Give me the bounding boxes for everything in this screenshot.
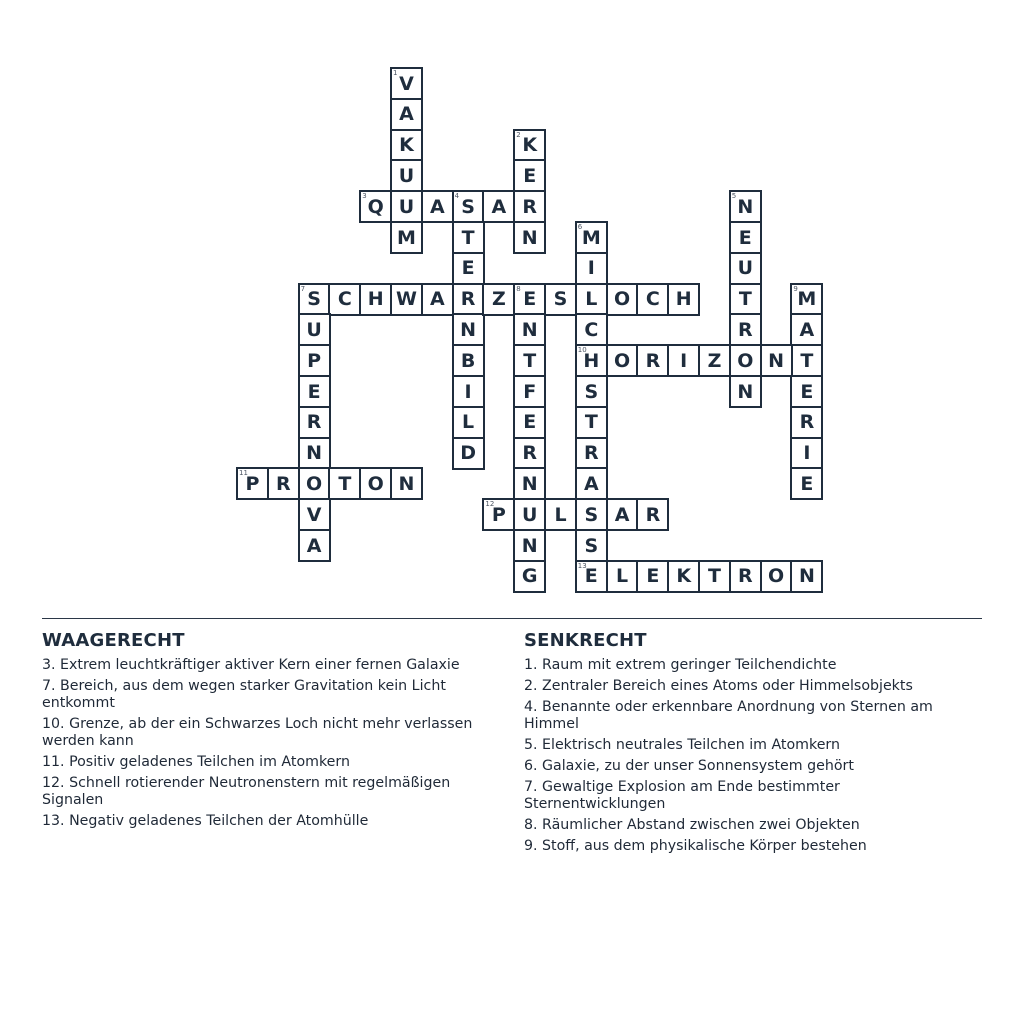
clue-number: 2 (516, 130, 521, 139)
cell-letter: N (737, 380, 754, 403)
grid-cell[interactable] (606, 283, 639, 316)
down-heading: SENKRECHT (524, 630, 647, 651)
down-clues (524, 630, 984, 859)
cell-letter: K (522, 134, 538, 157)
cell-letter: O (737, 349, 754, 372)
grid-cell[interactable] (421, 190, 454, 223)
cell-letter: N (398, 472, 415, 495)
clue-number: 4 (454, 192, 460, 201)
grid-cell[interactable] (452, 375, 485, 408)
cell-letter: N (798, 565, 815, 588)
down-clue: 1. Raum mit extrem geringer Teilchendichte (524, 657, 837, 673)
cell-letter: A (799, 318, 815, 341)
grid-cell[interactable] (513, 221, 546, 254)
grid-cell[interactable] (606, 498, 639, 531)
grid-cell[interactable] (390, 159, 423, 192)
across-clue: 12. Schnell rotierender Neutronenstern mit regelmäßigen Signalen (42, 775, 451, 808)
cell-letter: C (337, 288, 352, 311)
grid-cell[interactable] (544, 283, 577, 316)
grid-cell[interactable] (575, 560, 608, 593)
cell-letter: H (675, 288, 692, 311)
clue-number: 3 (362, 192, 367, 201)
grid-cell[interactable] (359, 467, 392, 500)
cell-letter: E (523, 288, 537, 311)
cell-letter: S (307, 288, 321, 311)
grid-cell[interactable] (575, 344, 608, 377)
down-clue: 8. Räumlicher Abstand zwischen zwei Objekten (524, 817, 860, 833)
across-clues (42, 630, 502, 834)
grid-cell[interactable] (760, 344, 793, 377)
grid-cell[interactable] (729, 375, 762, 408)
cell-letter: U (521, 503, 538, 526)
grid-cell[interactable] (575, 437, 608, 470)
grid-cell[interactable] (729, 313, 762, 346)
grid-cell[interactable] (298, 375, 331, 408)
cell-letter: M (797, 288, 817, 311)
grid-cell[interactable] (390, 190, 423, 223)
cell-letter: R (522, 442, 537, 465)
cell-letter: C (645, 288, 660, 311)
grid-cell[interactable] (482, 190, 515, 223)
grid-cell[interactable] (513, 190, 546, 223)
cell-letter: N (521, 472, 538, 495)
clue-number: 1 (393, 69, 398, 77)
clue-number: 8 (516, 284, 521, 293)
grid-cell[interactable] (513, 406, 546, 439)
grid-cell[interactable] (544, 498, 577, 531)
grid-cell[interactable] (729, 190, 762, 223)
grid-cell[interactable] (298, 529, 331, 562)
grid-cell[interactable] (513, 159, 546, 192)
grid-cell[interactable] (575, 406, 608, 439)
grid-cell[interactable] (575, 529, 608, 562)
cell-letter: T (708, 565, 721, 588)
grid-cell[interactable] (298, 344, 331, 377)
grid-cell[interactable] (760, 560, 793, 593)
cell-letter: R (737, 318, 753, 341)
cell-letter: M (397, 226, 416, 249)
cell-letter: E (584, 565, 598, 588)
grid-cell[interactable] (452, 313, 485, 346)
clue-number: 5 (731, 192, 737, 201)
cell-letter: R (460, 288, 476, 311)
grid-cell[interactable] (482, 498, 515, 531)
cell-letter: L (585, 288, 598, 311)
down-clue: 7. Gewaltige Explosion am Ende bestimmter Sternentwicklungen (524, 779, 840, 812)
grid-cell[interactable] (636, 498, 669, 531)
grid-cell[interactable] (729, 560, 762, 593)
clue-number: 9 (793, 284, 798, 293)
cell-letter: N (521, 534, 538, 557)
cell-letter: T (338, 472, 352, 495)
grid-cell[interactable] (298, 498, 331, 531)
cell-letter: N (460, 318, 477, 341)
cell-letter: S (584, 534, 599, 557)
grid-cell[interactable] (790, 437, 823, 470)
grid-cell[interactable] (636, 560, 669, 593)
grid-cell[interactable] (790, 313, 823, 346)
cell-letter: T (461, 226, 475, 249)
grid-cell[interactable] (606, 344, 639, 377)
grid-cell[interactable] (513, 344, 546, 377)
grid-cell[interactable] (575, 375, 608, 408)
cell-letter: Z (707, 349, 722, 372)
grid-cell[interactable] (328, 467, 361, 500)
clue-number: 10 (577, 346, 587, 355)
cell-letter: N (768, 349, 785, 372)
grid-cell[interactable] (390, 67, 423, 100)
down-clue: 4. Benannte oder erkennbare Anordnung von Sternen am Himmel (524, 699, 933, 732)
grid-cell[interactable] (575, 313, 608, 346)
cell-letter: V (306, 503, 322, 526)
grid-cell[interactable] (575, 221, 608, 254)
grid-cell[interactable] (452, 252, 485, 285)
clue-number: 6 (577, 223, 583, 231)
grid-cell[interactable] (513, 467, 546, 500)
cell-letter: E (646, 565, 660, 588)
cell-letter: R (522, 195, 537, 218)
grid-cell[interactable] (298, 406, 331, 439)
grid-cell[interactable] (298, 437, 331, 470)
cell-letter: E (523, 164, 537, 187)
grid-cell[interactable] (575, 498, 608, 531)
cell-letter: H (367, 288, 384, 311)
cell-letter: R (799, 411, 815, 434)
cell-letter: T (738, 288, 752, 311)
across-heading: WAAGERECHT (42, 630, 185, 651)
cell-letter: I (464, 380, 472, 403)
cell-letter: K (676, 565, 692, 588)
grid-cell[interactable] (298, 313, 331, 346)
cell-letter: W (396, 288, 417, 311)
cell-letter: O (614, 349, 631, 372)
cell-letter: T (523, 349, 537, 372)
cell-letter: M (581, 226, 601, 249)
across-clue: 7. Bereich, aus dem wegen starker Gravitation kein Licht entkommt (42, 678, 446, 711)
cell-letter: L (554, 503, 567, 526)
grid-cell[interactable] (667, 560, 700, 593)
cell-letter: I (680, 349, 688, 372)
grid-cell[interactable] (513, 498, 546, 531)
cell-letter: S (461, 195, 475, 218)
grid-cell[interactable] (575, 252, 608, 285)
cell-letter: E (307, 380, 321, 403)
cell-letter: E (738, 226, 752, 249)
grid-cell[interactable] (729, 344, 762, 377)
grid-cell[interactable] (513, 313, 546, 346)
cell-letter: O (614, 288, 631, 311)
cell-letter: E (523, 411, 537, 434)
cell-letter: R (737, 565, 753, 588)
grid-cell[interactable] (729, 283, 762, 316)
cell-letter: P (245, 472, 260, 495)
grid-cell[interactable] (452, 344, 485, 377)
grid-cell[interactable] (236, 467, 269, 500)
grid-cell[interactable] (636, 283, 669, 316)
grid-cell[interactable] (513, 375, 546, 408)
grid-cell[interactable] (359, 190, 392, 223)
cell-letter: Z (492, 288, 506, 311)
grid-cell[interactable] (575, 283, 608, 316)
clue-number: 11 (239, 469, 248, 478)
grid-cell[interactable] (328, 283, 361, 316)
cell-letter: P (491, 503, 506, 526)
grid-cell[interactable] (421, 283, 454, 316)
cell-letter: S (584, 380, 599, 403)
cell-letter: N (306, 442, 323, 465)
grid-cell[interactable] (698, 560, 731, 593)
cell-letter: F (523, 380, 537, 403)
across-clue: 11. Positiv geladenes Teilchen im Atomkern (42, 754, 350, 770)
grid-cell[interactable] (452, 406, 485, 439)
cell-letter: O (768, 565, 785, 588)
grid-cell[interactable] (298, 467, 331, 500)
clue-number: 13 (577, 561, 587, 570)
grid-cell[interactable] (452, 221, 485, 254)
clue-number: 12 (485, 500, 495, 509)
cell-letter: E (800, 472, 814, 495)
grid-cell[interactable] (667, 283, 700, 316)
cell-letter: R (583, 442, 599, 465)
grid-cell[interactable] (482, 283, 515, 316)
grid-cell[interactable] (636, 344, 669, 377)
grid-cell[interactable] (298, 283, 331, 316)
clue-number: 7 (300, 284, 306, 293)
grid-cell[interactable] (390, 98, 423, 131)
grid-cell[interactable] (452, 437, 485, 470)
cell-letter: A (614, 503, 630, 526)
grid-cell[interactable] (267, 467, 300, 500)
cell-letter: A (429, 288, 445, 311)
cell-letter: U (398, 195, 415, 218)
cell-letter: U (398, 164, 415, 187)
grid-cell[interactable] (390, 129, 423, 162)
across-clue: 13. Negativ geladenes Teilchen der Atomhülle (42, 813, 369, 829)
grid-cell[interactable] (790, 560, 823, 593)
across-clue: 10. Grenze, ab der ein Schwarzes Loch nicht mehr verlassen werden kann (42, 716, 473, 749)
grid-cell[interactable] (513, 560, 546, 593)
grid-cell[interactable] (729, 221, 762, 254)
grid-cell[interactable] (513, 437, 546, 470)
grid-cell[interactable] (513, 129, 546, 162)
grid-cell[interactable] (575, 467, 608, 500)
cell-letter: G (521, 565, 538, 588)
cell-letter: O (367, 472, 384, 495)
grid-cell[interactable] (790, 375, 823, 408)
grid-cell[interactable] (390, 467, 423, 500)
cell-letter: L (462, 411, 475, 434)
grid-cell[interactable] (606, 560, 639, 593)
cell-letter: T (584, 411, 598, 434)
grid-cell[interactable] (513, 529, 546, 562)
grid-cell[interactable] (390, 283, 423, 316)
cell-letter: A (491, 195, 507, 218)
cell-letter: A (429, 195, 445, 218)
cell-letter: T (800, 349, 814, 372)
grid-cell[interactable] (790, 467, 823, 500)
cell-letter: N (737, 195, 754, 218)
down-clue: 9. Stoff, aus dem physikalische Körper bestehen (524, 838, 867, 854)
grid-cell[interactable] (790, 406, 823, 439)
grid-cell[interactable] (359, 283, 392, 316)
grid-cell[interactable] (790, 344, 823, 377)
grid-cell[interactable] (513, 283, 546, 316)
grid-cell[interactable] (390, 221, 423, 254)
cell-letter: E (800, 380, 814, 403)
cell-letter: N (521, 318, 538, 341)
cell-letter: S (553, 288, 568, 311)
cell-letter: R (275, 472, 291, 495)
cell-letter: I (587, 257, 595, 280)
cell-letter: E (461, 257, 475, 280)
grid-cell[interactable] (667, 344, 700, 377)
cell-letter: B (460, 349, 476, 372)
across-clue: 3. Extrem leuchtkräftiger aktiver Kern einer fernen Galaxie (42, 657, 460, 673)
cell-letter: R (306, 411, 322, 434)
cell-letter: C (584, 318, 599, 341)
cell-letter: A (306, 534, 322, 557)
down-clue: 2. Zentraler Bereich eines Atoms oder Himmelsobjekts (524, 678, 913, 694)
cell-letter: U (737, 257, 754, 280)
cell-letter: R (645, 349, 661, 372)
grid-cell[interactable] (729, 252, 762, 285)
cell-letter: A (399, 103, 414, 126)
cell-letter: I (803, 442, 811, 465)
cell-letter: A (583, 472, 599, 495)
cell-letter: V (399, 72, 414, 95)
cell-letter: K (399, 134, 414, 157)
cell-letter: D (460, 442, 476, 465)
grid-cell[interactable] (452, 190, 485, 223)
grid-cell[interactable] (452, 283, 485, 316)
cell-letter: H (583, 349, 600, 372)
grid-cell[interactable] (790, 283, 823, 316)
cell-letter: P (307, 349, 322, 372)
divider (42, 618, 982, 619)
cell-letter: Q (367, 195, 384, 218)
cell-letter: S (584, 503, 599, 526)
grid-cell[interactable] (698, 344, 731, 377)
cell-letter: O (306, 472, 323, 495)
cell-letter: L (616, 565, 629, 588)
cell-letter: R (645, 503, 661, 526)
cell-letter: U (306, 318, 322, 341)
down-clue: 5. Elektrisch neutrales Teilchen im Atomkern (524, 737, 840, 753)
down-clue: 6. Galaxie, zu der unser Sonnensystem gehört (524, 758, 854, 774)
cell-letter: N (521, 226, 538, 249)
